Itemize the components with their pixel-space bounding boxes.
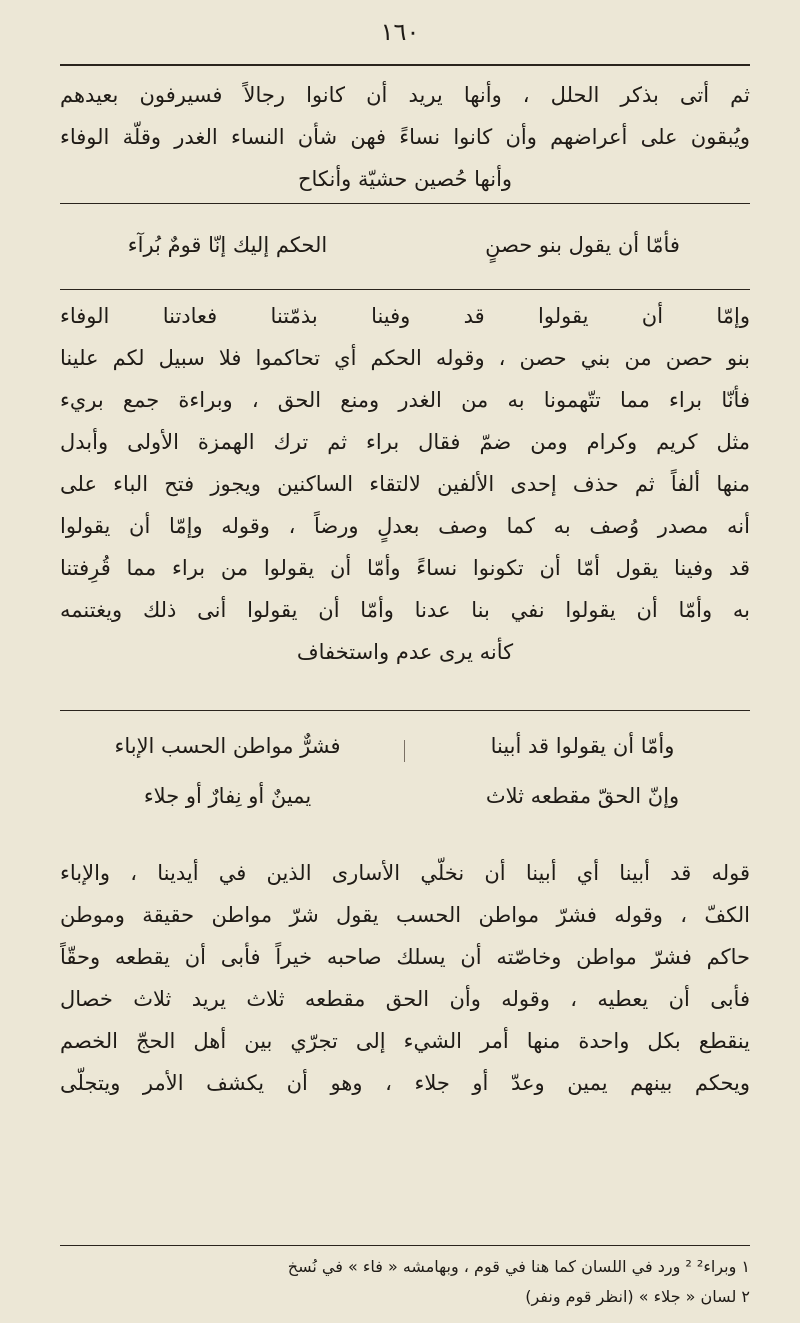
paragraph-3 xyxy=(60,852,750,1104)
verse-2-second-hemistich: فشرٌّ مواطن الحسب الإباء xyxy=(114,734,341,758)
verse-1-first-hemistich: فأمّا أن يقول بنو حصنٍ xyxy=(485,233,680,257)
footnote-2: ٢ لسان « جلاء » (انظر قوم ونفر) xyxy=(525,1287,750,1306)
verse-1-second-hemistich: الحكم إليك إنّا قومٌ بُرآء xyxy=(127,233,328,257)
text-line: كأنه يرى عدم واستخفاف xyxy=(296,640,514,664)
footnotes xyxy=(60,1252,750,1312)
text-line: قد وفينا يقول أمّا أن تكونوا نساءً وأمّا أن يقولوا من براء مما قُرِفتنا xyxy=(60,556,750,580)
footnote-rule xyxy=(60,1245,750,1246)
text-line: مثل كريم وكرام ومن ضمّ فقال براء ثم ترك الهمزة الأولى وأبدل xyxy=(60,430,750,454)
verse-group xyxy=(60,710,750,832)
text-line: حاكم فشرّ مواطن وخاصّته أن يسلك صاحبه خيراً فأبى أن يقطعه وحقّاً xyxy=(60,945,750,969)
text-line: فأنّا براء مما تتّهمونا به من الغدر ومنع الحق ، وبراءة جمع بريء xyxy=(60,388,750,412)
paragraph-2 xyxy=(60,295,750,673)
text-line: قوله قد أبينا أي أبينا أن نخلّي الأسارى الذين في أيدينا ، والإباء xyxy=(60,861,750,885)
text-line: أنه مصدر وُصف به كما وصف بعدلٍ ورضاً ، وقوله وإمّا أن يقولوا xyxy=(60,514,750,538)
text-line: الكفّ ، وقوله فشرّ مواطن الحسب يقول شرّ مواطن حقيقة وموطن xyxy=(60,903,750,927)
paragraph-1 xyxy=(60,74,750,200)
text-line: وأنها حُصين حشيّة وأنكاح xyxy=(297,167,513,191)
verse-divider xyxy=(404,740,405,762)
text-line: ويحكم بينهم يمين وعدّ أو جلاء ، وهو أن يكشف الأمر ويتجلّى xyxy=(60,1071,750,1095)
header-rule xyxy=(60,64,750,66)
text-line: ينقطع بكل واحدة منها أمر الشيء إلى تجرّي بين أهل الحجّ الخصم xyxy=(60,1029,750,1053)
verse-1 xyxy=(60,203,750,299)
text-line: بنو حصن من بني حصن ، وقوله الحكم أي تحاكموا فلا سبيل لكم علينا xyxy=(60,346,750,370)
page-number: ١٦٠ xyxy=(380,18,420,46)
text-line: وإمّا أن يقولوا قد وفينا بذمّتنا فعادتنا الوفاء xyxy=(60,304,750,328)
verse-rule xyxy=(60,710,750,711)
text-line: به وأمّا أن يقولوا نفي بنا عدنا وأمّا أن يقولوا أنى ذلك ويغتنمه xyxy=(60,598,750,622)
verse-rule xyxy=(60,289,750,290)
verse-3-second-hemistich: يمينٌ أو نِفارٌ أو جلاء xyxy=(143,784,312,808)
verse-2-first-hemistich: وأمّا أن يقولوا قد أبينا xyxy=(490,734,675,758)
text-line: ثم أتى بذكر الحلل ، وأنها يريد أن كانوا رجالاً فسيرفون بعيدهم xyxy=(60,83,750,107)
text-line: فأبى أن يعطيه ، وقوله وأن الحق مقطعه ثلاث يريد ثلاث خصال xyxy=(60,987,750,1011)
footnote-1: ١ وبراء² ² ورد في اللسان كما هنا في قوم ، وبهامشه « فاء » في نُسخ xyxy=(287,1257,750,1276)
verse-rule xyxy=(60,203,750,204)
verse-3-first-hemistich: وإنّ الحقّ مقطعه ثلاث xyxy=(485,784,680,808)
text-line: منها ألفاً ثم حذف إحدى الألفين لالتقاء الساكنين ويجوز فتح الباء على xyxy=(60,472,750,496)
text-line: ويُبقون على أعراضهم وأن كانوا نساءً فهن شأن النساء الغدر وقلّة الوفاء xyxy=(60,125,750,149)
